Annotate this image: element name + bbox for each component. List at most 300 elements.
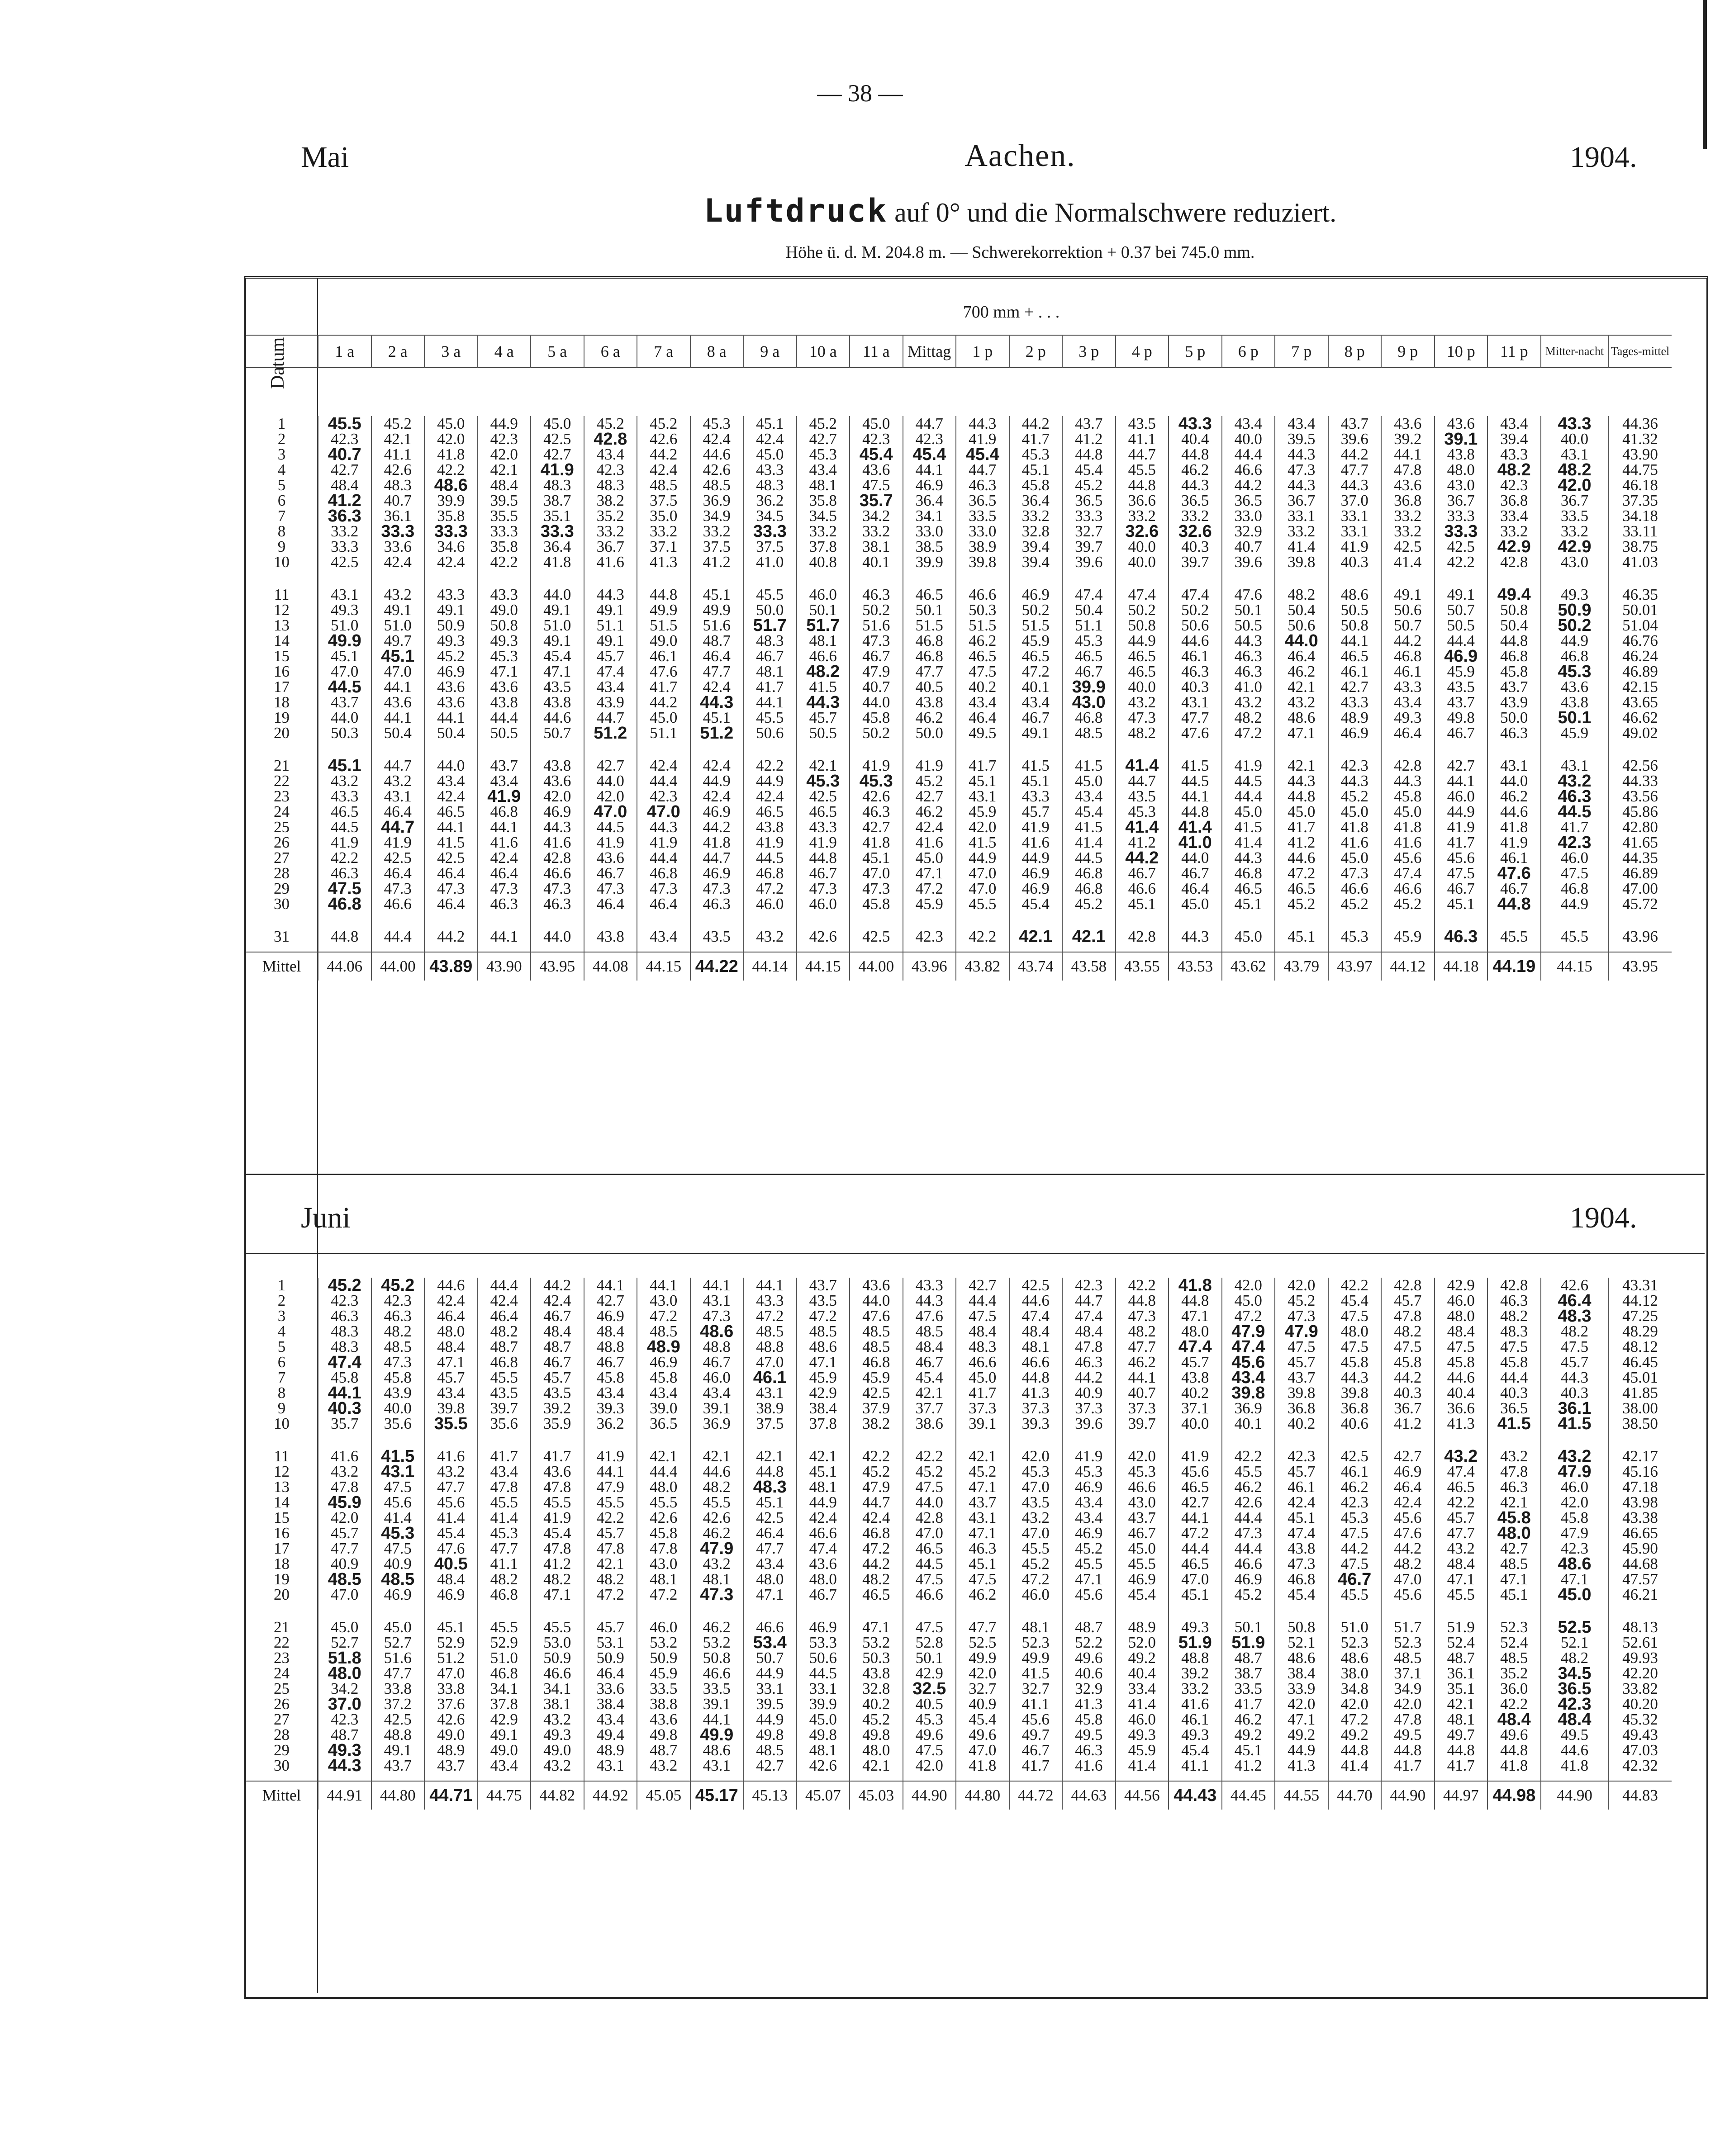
hourly-value-cell: 45.7 (1275, 1464, 1328, 1479)
hourly-value-cell: 36.0 (1487, 1681, 1541, 1696)
midnight-value-cell: 50.1 (1541, 710, 1609, 725)
hourly-value-cell: 36.5 (637, 1416, 690, 1431)
hourly-value-cell: 47.5 (1328, 1556, 1382, 1572)
hourly-value-cell: 45.0 (1169, 896, 1222, 912)
hourly-value-cell: 46.1 (1275, 1479, 1328, 1495)
hourly-value-cell: 50.5 (1328, 602, 1382, 618)
hourly-value-cell: 43.6 (531, 773, 584, 789)
hourly-value-cell: 42.2 (318, 850, 371, 866)
daily-mean-header-cell: Tages-mittel (1609, 335, 1672, 368)
hourly-value-cell: 50.8 (1116, 618, 1169, 633)
hourly-value-cell: 44.9 (797, 1495, 850, 1510)
hourly-value-cell: 49.8 (743, 1727, 797, 1743)
hourly-value-cell: 48.5 (1487, 1556, 1541, 1572)
hourly-value-cell: 44.3 (1328, 1370, 1382, 1385)
hourly-value-cell: 33.3 (478, 524, 531, 539)
hourly-value-cell: 45.0 (1328, 804, 1382, 820)
hourly-value-cell: 32.7 (1062, 524, 1116, 539)
table-row (246, 695, 1672, 710)
hourly-value-cell: 36.8 (1275, 1401, 1328, 1416)
hourly-value-cell: 33.3 (1435, 524, 1488, 539)
hourly-value-cell: 46.5 (1275, 881, 1328, 896)
hourly-value-cell: 49.2 (1116, 1650, 1169, 1666)
hourly-value-cell: 41.8 (1328, 820, 1382, 835)
hourly-value-cell: 42.1 (1487, 1495, 1541, 1510)
hourly-value-cell: 47.9 (690, 1541, 744, 1556)
hourly-value-cell: 47.3 (1328, 866, 1382, 881)
hourly-value-cell: 45.2 (637, 416, 690, 431)
hourly-value-cell: 38.4 (797, 1401, 850, 1416)
midnight-value-cell: 41.7 (1541, 820, 1609, 835)
hourly-value-cell: 47.5 (903, 1572, 956, 1587)
date-cell: 17 (274, 679, 290, 695)
hourly-value-cell: 48.5 (797, 1324, 850, 1339)
table-row (246, 664, 1672, 679)
hourly-value-cell: 46.3 (850, 804, 903, 820)
hourly-value-cell: 42.7 (1169, 1495, 1222, 1510)
hourly-value-cell: 45.7 (1169, 1355, 1222, 1370)
hourly-value-cell: 45.8 (1487, 1355, 1541, 1370)
hourly-value-cell: 46.8 (478, 1587, 531, 1602)
date-cell: 26 (274, 1696, 290, 1712)
hourly-value-cell: 43.4 (637, 929, 690, 944)
hourly-value-cell: 48.1 (797, 478, 850, 493)
hourly-value-cell: 39.1 (690, 1696, 744, 1712)
hourly-value-cell: 33.3 (424, 524, 478, 539)
hourly-value-cell: 43.3 (1381, 679, 1435, 695)
hourly-value-cell: 46.8 (478, 1355, 531, 1370)
hourly-value-cell: 42.4 (424, 1293, 478, 1308)
station-name: Aachen. (965, 138, 1076, 173)
hourly-value-cell: 50.5 (797, 725, 850, 741)
hourly-value-cell: 33.5 (690, 1681, 744, 1696)
table-row (246, 679, 1672, 695)
hourly-value-cell: 42.1 (371, 431, 425, 447)
hourly-value-cell: 42.4 (690, 431, 744, 447)
hourly-value-cell: 47.4 (1116, 587, 1169, 602)
hour-header-cell: 9 p (1381, 335, 1435, 368)
hourly-value-cell: 46.3 (371, 1308, 425, 1324)
mean-spacer (246, 1773, 1672, 1781)
hourly-value-cell: 36.2 (743, 493, 797, 508)
hourly-value-cell: 41.6 (903, 835, 956, 850)
hourly-value-cell: 43.5 (1116, 789, 1169, 804)
hourly-value-cell: 44.4 (1487, 1370, 1541, 1385)
hourly-value-cell: 38.7 (1222, 1666, 1275, 1681)
hourly-value-cell: 52.7 (371, 1635, 425, 1650)
hourly-value-cell: 46.9 (690, 804, 744, 820)
hourly-value-cell: 40.3 (1381, 1385, 1435, 1401)
hourly-value-cell: 47.1 (1435, 1572, 1488, 1587)
hourly-value-cell: 51.6 (850, 618, 903, 633)
hourly-value-cell: 41.2 (1381, 1416, 1435, 1431)
hourly-value-cell: 49.8 (797, 1727, 850, 1743)
table-row (246, 539, 1672, 554)
hourly-value-cell: 47.1 (531, 664, 584, 679)
date-cell: 24 (274, 804, 290, 820)
hourly-value-cell: 42.7 (903, 789, 956, 804)
hourly-value-cell: 47.1 (1275, 1712, 1328, 1727)
hourly-value-cell: 35.6 (478, 1416, 531, 1431)
hourly-value-cell: 46.9 (1381, 1464, 1435, 1479)
hourly-value-cell: 48.5 (850, 1339, 903, 1355)
hourly-value-cell: 43.4 (637, 1385, 690, 1401)
group-spacer (246, 741, 1672, 758)
daily-mean-cell: 49.02 (1609, 725, 1672, 741)
hourly-value-cell: 42.0 (584, 789, 637, 804)
hourly-value-cell: 42.2 (478, 554, 531, 570)
hourly-value-cell: 46.7 (1009, 710, 1063, 725)
hourly-value-cell: 47.1 (1487, 1572, 1541, 1587)
hourly-value-cell: 47.3 (690, 1308, 744, 1324)
hourly-value-cell: 45.9 (1009, 633, 1063, 649)
hourly-value-cell: 48.6 (1275, 710, 1328, 725)
hourly-value-cell: 47.4 (797, 1541, 850, 1556)
table-row (246, 524, 1672, 539)
table-row (246, 896, 1672, 912)
hourly-value-cell: 46.8 (903, 649, 956, 664)
page-edge-mark (1703, 0, 1707, 149)
hourly-value-cell: 39.8 (424, 1401, 478, 1416)
hourly-value-cell: 46.7 (1328, 1572, 1382, 1587)
hourly-value-cell: 43.8 (850, 1666, 903, 1681)
hourly-value-cell: 44.6 (1169, 633, 1222, 649)
hourly-value-cell: 46.0 (1435, 1293, 1488, 1308)
hourly-value-cell: 36.2 (584, 1416, 637, 1431)
hourly-value-cell: 42.1 (637, 1449, 690, 1464)
hourly-value-cell: 50.0 (743, 602, 797, 618)
hourly-value-cell: 33.2 (1116, 508, 1169, 524)
hourly-value-cell: 36.8 (1381, 493, 1435, 508)
hourly-value-cell: 32.8 (850, 1681, 903, 1696)
daily-mean-cell: 44.35 (1609, 850, 1672, 866)
hourly-value-cell: 47.7 (318, 1541, 371, 1556)
hourly-value-cell: 38.7 (531, 493, 584, 508)
table-row (246, 1355, 1672, 1370)
hourly-value-cell: 45.5 (478, 1620, 531, 1635)
hourly-value-cell: 45.0 (531, 416, 584, 431)
hourly-value-cell: 43.6 (371, 695, 425, 710)
hourly-value-cell: 36.8 (1328, 1401, 1382, 1416)
hourly-value-cell: 46.9 (1062, 1526, 1116, 1541)
hourly-value-cell: 41.9 (1009, 820, 1063, 835)
monthly-mean-cell: 44.12 (1381, 952, 1435, 981)
hourly-value-cell: 42.4 (743, 789, 797, 804)
hourly-value-cell: 44.0 (850, 695, 903, 710)
hourly-value-cell: 43.5 (690, 929, 744, 944)
hourly-value-cell: 44.8 (1169, 804, 1222, 820)
hourly-value-cell: 43.7 (956, 1495, 1009, 1510)
hourly-value-cell: 36.7 (1275, 493, 1328, 508)
hourly-value-cell: 43.5 (531, 1385, 584, 1401)
hourly-value-cell: 41.8 (1381, 820, 1435, 835)
hourly-value-cell: 33.1 (1275, 508, 1328, 524)
hourly-value-cell: 44.1 (690, 1278, 744, 1293)
date-cell: 1 (277, 416, 286, 431)
hourly-value-cell: 42.8 (1116, 929, 1169, 944)
hourly-value-cell: 49.1 (371, 1743, 425, 1758)
hourly-value-cell: 47.2 (637, 1308, 690, 1324)
hourly-value-cell: 38.9 (956, 539, 1009, 554)
hourly-value-cell: 48.5 (903, 1324, 956, 1339)
hourly-value-cell: 47.4 (1275, 1526, 1328, 1541)
hour-header-row (246, 335, 1672, 368)
hourly-value-cell: 44.4 (637, 1464, 690, 1479)
hourly-value-cell: 48.6 (1328, 587, 1382, 602)
hourly-value-cell: 52.2 (1062, 1635, 1116, 1650)
hourly-value-cell: 45.3 (1328, 1510, 1382, 1526)
hourly-value-cell: 45.5 (584, 1495, 637, 1510)
table-row (246, 850, 1672, 866)
midnight-value-cell: 45.9 (1541, 725, 1609, 741)
hourly-value-cell: 46.9 (1009, 866, 1063, 881)
hourly-value-cell: 45.5 (956, 896, 1009, 912)
hourly-value-cell: 46.5 (903, 1541, 956, 1556)
hourly-value-cell: 48.8 (743, 1339, 797, 1355)
hourly-value-cell: 44.2 (850, 1556, 903, 1572)
hourly-value-cell: 44.3 (903, 1293, 956, 1308)
date-cell: 4 (277, 462, 286, 478)
hourly-value-cell: 39.6 (1062, 1416, 1116, 1431)
table-row (246, 587, 1672, 602)
hourly-value-cell: 42.5 (1328, 1449, 1382, 1464)
hourly-value-cell: 46.2 (690, 1526, 744, 1541)
hourly-value-cell: 42.5 (318, 554, 371, 570)
hourly-value-cell: 47.3 (797, 881, 850, 896)
hourly-value-cell: 49.9 (956, 1650, 1009, 1666)
hourly-value-cell: 43.2 (371, 587, 425, 602)
hourly-value-cell: 48.2 (478, 1572, 531, 1587)
date-cell: 23 (274, 1650, 290, 1666)
hourly-value-cell: 44.6 (531, 710, 584, 725)
hourly-value-cell: 41.4 (424, 1510, 478, 1526)
hourly-value-cell: 47.2 (743, 881, 797, 896)
hourly-value-cell: 40.0 (371, 1401, 425, 1416)
hourly-value-cell: 42.1 (797, 758, 850, 773)
date-cell: 18 (274, 1556, 290, 1572)
hourly-value-cell: 47.1 (743, 1587, 797, 1602)
hourly-value-cell: 52.9 (478, 1635, 531, 1650)
table-row (246, 1556, 1672, 1572)
hourly-value-cell: 36.9 (1222, 1401, 1275, 1416)
hourly-value-cell: 44.4 (637, 773, 690, 789)
hourly-value-cell: 42.4 (1275, 1495, 1328, 1510)
hourly-value-cell: 50.7 (1435, 602, 1488, 618)
hourly-value-cell: 47.5 (371, 1541, 425, 1556)
hourly-value-cell: 33.2 (1275, 524, 1328, 539)
hourly-value-cell: 50.1 (903, 602, 956, 618)
hourly-value-cell: 47.5 (956, 1572, 1009, 1587)
hour-header-cell: 10 a (797, 335, 850, 368)
hourly-value-cell: 42.5 (850, 929, 903, 944)
hourly-value-cell: 38.1 (531, 1696, 584, 1712)
date-cell: 8 (277, 524, 286, 539)
hourly-value-cell: 33.3 (371, 524, 425, 539)
hourly-value-cell: 45.1 (318, 758, 371, 773)
hourly-value-cell: 50.1 (797, 602, 850, 618)
hourly-value-cell: 46.3 (1062, 1743, 1116, 1758)
hourly-value-cell: 42.6 (637, 1510, 690, 1526)
hourly-value-cell: 42.6 (850, 789, 903, 804)
hourly-value-cell: 45.6 (1381, 850, 1435, 866)
hourly-value-cell: 48.7 (318, 1727, 371, 1743)
hourly-value-cell: 42.2 (1435, 554, 1488, 570)
hourly-value-cell: 43.4 (743, 1556, 797, 1572)
hourly-value-cell: 52.5 (956, 1635, 1009, 1650)
hourly-value-cell: 44.9 (690, 773, 744, 789)
hourly-value-cell: 48.2 (1487, 462, 1541, 478)
daily-mean-cell: 45.86 (1609, 804, 1672, 820)
hourly-value-cell: 47.5 (1381, 1339, 1435, 1355)
hourly-value-cell: 48.0 (424, 1324, 478, 1339)
hourly-value-cell: 45.5 (531, 1620, 584, 1635)
hourly-value-cell: 50.5 (478, 725, 531, 741)
hourly-value-cell: 48.4 (424, 1572, 478, 1587)
hourly-value-cell: 42.2 (1116, 1278, 1169, 1293)
hourly-value-cell: 46.6 (743, 1620, 797, 1635)
hourly-value-cell: 46.8 (743, 866, 797, 881)
date-cell: 11 (274, 1449, 290, 1464)
hourly-value-cell: 45.7 (584, 1620, 637, 1635)
hourly-value-cell: 41.7 (1435, 835, 1488, 850)
hourly-value-cell: 46.5 (1116, 649, 1169, 664)
hourly-value-cell: 47.3 (424, 881, 478, 896)
date-cell: 28 (274, 1727, 290, 1743)
hourly-value-cell: 47.8 (478, 1479, 531, 1495)
hourly-value-cell: 45.8 (1062, 1712, 1116, 1727)
hourly-value-cell: 33.6 (371, 539, 425, 554)
date-cell: 19 (274, 710, 290, 725)
hourly-value-cell: 45.8 (637, 1370, 690, 1385)
date-cell: 31 (274, 929, 290, 944)
daily-mean-cell: 46.21 (1609, 1587, 1672, 1602)
hourly-value-cell: 32.7 (956, 1681, 1009, 1696)
hourly-value-cell: 44.5 (743, 850, 797, 866)
table-row (246, 881, 1672, 896)
hourly-value-cell: 32.5 (903, 1681, 956, 1696)
hourly-value-cell: 43.4 (1062, 789, 1116, 804)
table-row (246, 1278, 1672, 1293)
hourly-value-cell: 44.4 (1169, 1541, 1222, 1556)
hour-header-cell: Mittag (903, 335, 956, 368)
hourly-value-cell: 39.2 (531, 1401, 584, 1416)
midnight-value-cell: 42.6 (1541, 1278, 1609, 1293)
hourly-value-cell: 41.4 (1381, 554, 1435, 570)
hourly-value-cell: 44.8 (1435, 1743, 1488, 1758)
hourly-value-cell: 48.8 (371, 1727, 425, 1743)
hourly-value-cell: 49.1 (371, 602, 425, 618)
hourly-value-cell: 37.8 (478, 1696, 531, 1712)
hourly-value-cell: 41.9 (318, 835, 371, 850)
hourly-value-cell: 33.3 (531, 524, 584, 539)
hourly-value-cell: 45.2 (1222, 1587, 1275, 1602)
hourly-value-cell: 41.1 (1116, 431, 1169, 447)
hourly-value-cell: 43.4 (956, 695, 1009, 710)
hourly-value-cell: 43.1 (956, 1510, 1009, 1526)
hourly-value-cell: 42.6 (1222, 1495, 1275, 1510)
mean-row-label: Mittel (246, 952, 318, 981)
midnight-value-cell: 42.3 (1541, 1541, 1609, 1556)
hourly-value-cell: 47.5 (1435, 866, 1488, 881)
date-cell: 29 (274, 881, 290, 896)
hourly-value-cell: 44.3 (797, 695, 850, 710)
hourly-value-cell: 41.7 (1009, 1758, 1063, 1773)
hourly-value-cell: 39.1 (690, 1401, 744, 1416)
hourly-value-cell: 44.9 (743, 1712, 797, 1727)
hourly-value-cell: 45.0 (903, 850, 956, 866)
hourly-value-cell: 42.5 (1435, 539, 1488, 554)
hourly-value-cell: 44.4 (1222, 1541, 1275, 1556)
hourly-value-cell: 43.8 (903, 695, 956, 710)
hourly-value-cell: 46.5 (1169, 1556, 1222, 1572)
hourly-value-cell: 48.1 (797, 1479, 850, 1495)
hourly-value-cell: 42.2 (1222, 1449, 1275, 1464)
hourly-value-cell: 43.7 (1487, 679, 1541, 695)
hourly-value-cell: 48.5 (743, 1743, 797, 1758)
hourly-value-cell: 47.2 (1222, 1308, 1275, 1324)
hourly-value-cell: 39.1 (956, 1416, 1009, 1431)
hourly-value-cell: 50.3 (850, 1650, 903, 1666)
hourly-value-cell: 40.1 (1222, 1416, 1275, 1431)
hourly-value-cell: 34.9 (1381, 1681, 1435, 1696)
hourly-value-cell: 46.1 (1328, 1464, 1382, 1479)
hourly-value-cell: 43.3 (797, 820, 850, 835)
hourly-value-cell: 37.3 (1116, 1401, 1169, 1416)
hourly-value-cell: 48.0 (1169, 1324, 1222, 1339)
group-spacer (246, 1431, 1672, 1449)
midnight-value-cell: 42.3 (1541, 835, 1609, 850)
hourly-value-cell: 33.1 (797, 1681, 850, 1696)
hourly-value-cell: 41.9 (903, 758, 956, 773)
hourly-value-cell: 42.4 (424, 554, 478, 570)
hourly-value-cell: 47.2 (1275, 866, 1328, 881)
hourly-value-cell: 43.0 (637, 1293, 690, 1308)
hourly-value-cell: 47.2 (850, 1541, 903, 1556)
hourly-value-cell: 43.7 (1062, 416, 1116, 431)
monthly-mean-cell: 44.43 (1169, 1781, 1222, 1810)
hourly-value-cell: 51.6 (690, 618, 744, 633)
hourly-value-cell: 45.9 (1116, 1743, 1169, 1758)
hourly-value-cell: 42.7 (743, 1758, 797, 1773)
daily-mean-cell: 41.32 (1609, 431, 1672, 447)
hourly-value-cell: 45.3 (850, 773, 903, 789)
hourly-value-cell: 42.7 (318, 462, 371, 478)
hourly-value-cell: 48.7 (637, 1743, 690, 1758)
hourly-value-cell: 33.2 (1381, 508, 1435, 524)
hourly-value-cell: 42.0 (903, 1758, 956, 1773)
hourly-value-cell: 49.9 (637, 602, 690, 618)
hourly-value-cell: 47.3 (1275, 1308, 1328, 1324)
hourly-value-cell: 46.7 (1435, 725, 1488, 741)
daily-mean-cell: 33.11 (1609, 524, 1672, 539)
hourly-value-cell: 41.7 (1222, 1696, 1275, 1712)
hourly-value-cell: 46.7 (1116, 866, 1169, 881)
daily-mean-cell: 46.76 (1609, 633, 1672, 649)
hourly-value-cell: 45.2 (1328, 896, 1382, 912)
hourly-value-cell: 50.2 (1116, 602, 1169, 618)
hourly-value-cell: 44.6 (690, 447, 744, 462)
hourly-value-cell: 42.6 (690, 462, 744, 478)
table-row (246, 1526, 1672, 1541)
hourly-value-cell: 48.0 (1435, 1308, 1488, 1324)
hourly-value-cell: 39.8 (1328, 1385, 1382, 1401)
daily-mean-cell: 46.24 (1609, 649, 1672, 664)
hourly-value-cell: 45.0 (797, 1712, 850, 1727)
hourly-value-cell: 41.7 (1009, 431, 1063, 447)
hourly-value-cell: 42.2 (903, 1449, 956, 1464)
monthly-mean-cell: 44.15 (797, 952, 850, 981)
hourly-value-cell: 46.6 (1009, 1355, 1063, 1370)
